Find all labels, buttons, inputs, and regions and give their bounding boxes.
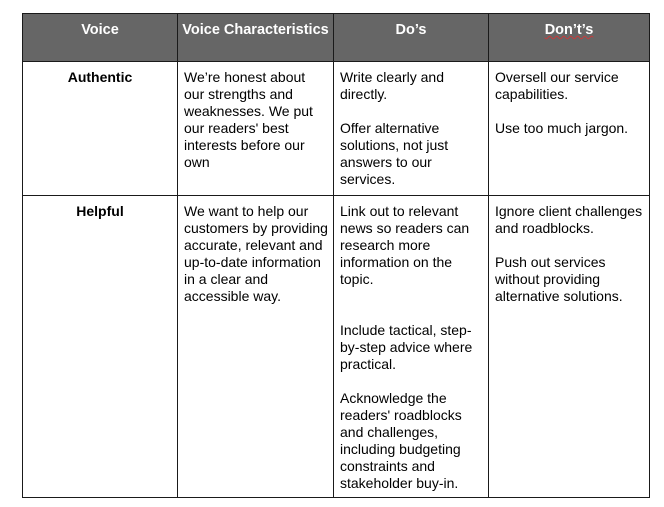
header-donts (489, 14, 650, 62)
dos-item: Write clearly and directly. (340, 69, 445, 102)
dos-item: Link out to relevant news so readers can research more information on the topic. (340, 203, 470, 287)
donts-item: Ignore client challenges and roadblocks. (495, 203, 643, 236)
donts-item: Use too much jargon. (495, 120, 629, 136)
voice-cell: Authentic (23, 62, 178, 196)
characteristics-cell: We want to help our customers by providing accurate, relevant and up-to-date information in a clear and accessible way. (178, 196, 334, 498)
table-header (23, 14, 650, 62)
voice-cell: Helpful (23, 196, 178, 498)
header-donts-label: Don’t’s (544, 22, 594, 38)
dos-item: Include tactical, step-by-step advice where practical. (340, 322, 473, 372)
donts-cell (489, 62, 650, 196)
table-row-helpful (23, 196, 650, 498)
header-dos: Do’s (334, 14, 489, 62)
dos-item: Acknowledge the readers' roadblocks and challenges, including budgeting constraints and stakeholder buy-in. (340, 390, 462, 491)
table-row-authentic (23, 62, 650, 196)
header-voice: Voice (23, 14, 178, 62)
brand-voice-table (22, 13, 650, 498)
characteristics-cell: We’re honest about our strengths and weaknesses. We put our readers' best interests before our own (178, 62, 334, 196)
header-voice-characteristics: Voice Characteristics (178, 14, 334, 62)
donts-cell (489, 196, 650, 498)
dos-cell (334, 62, 489, 196)
header-row (23, 14, 650, 62)
donts-item: Push out services without providing alternative solutions. (495, 254, 623, 304)
dos-cell (334, 196, 489, 498)
dos-item: Offer alternative solutions, not just answers to our services. (340, 120, 449, 187)
donts-item: Oversell our service capabilities. (495, 69, 619, 102)
table-body (23, 62, 650, 498)
